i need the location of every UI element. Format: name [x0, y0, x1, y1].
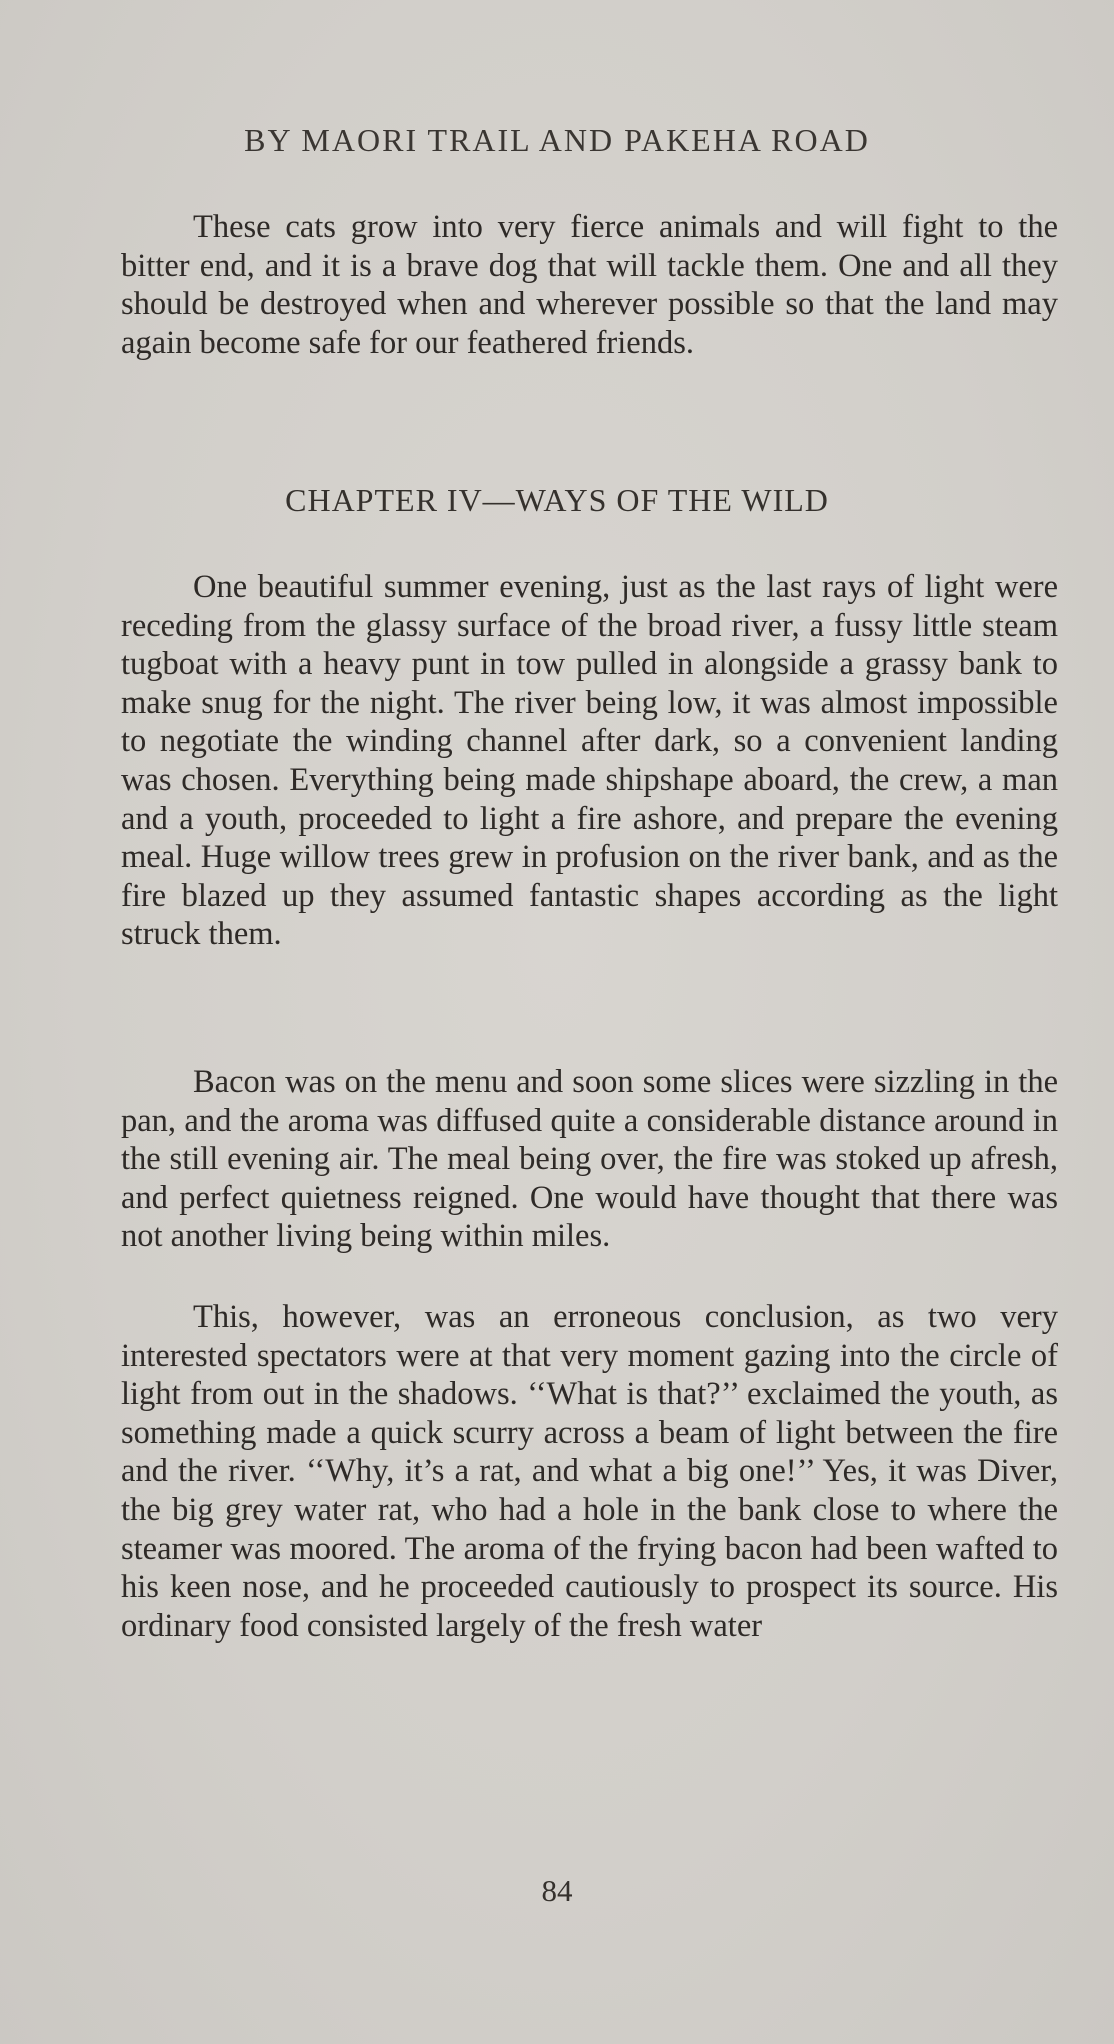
paragraph [121, 568, 1058, 954]
paragraph-text: One beautiful summer evening, just as the last rays of light were receding from the glassy surface of the broad river, a fussy little steam tugboat with a heavy punt in tow pulled in alongside a grassy bank to make snug for the night. The river being low, it was almost impossible to negotiate the winding channel after dark, so a convenient landing was chosen. Everything being made shipshape aboard, the crew, a man and a youth, proceeded to light a fire ashore, and prepare the evening meal. Huge willow trees grew in profusion on the river bank, and as the fire blazed up they assumed fantastic shapes according as the light struck them. [121, 569, 1058, 953]
paragraph-text: Bacon was on the menu and soon some slices were sizzling in the pan, and the aroma was diffused quite a considerable distance around in the still evening air. The meal being over, the fire was stoked up afresh, and perfect quietness reigned. One would have thought that there was not another living being within miles. [121, 1064, 1058, 1255]
paragraph [121, 1063, 1058, 1256]
paragraph [121, 1298, 1058, 1645]
paragraph [121, 208, 1058, 362]
paragraph-text: This, however, was an erroneous conclusion, as two very interested spectators were at that very moment gazing into the circle of light from out in the shadows. ‘‘What is that?’’ exclaimed the youth, as something made a quick scurry across a beam of light between the fire and the river. ‘‘Why, it’s a rat, and what a big one!’’ Yes, it was Diver, the big grey water rat, who had a hole in the bank close to where the steamer was moored. The aroma of the frying bacon had been wafted to his keen nose, and he proceeded cautiously to prospect its source. His ordinary food consisted largely of the fresh water [121, 1299, 1058, 1644]
page-number: 84 [541, 1873, 573, 1908]
chapter-heading: CHAPTER IV—WAYS OF THE WILD [285, 482, 829, 518]
running-head: BY MAORI TRAIL AND PAKEHA ROAD [244, 122, 870, 158]
paragraph-text: These cats grow into very fierce animals and will fight to the bitter end, and it is a brave dog that will tackle them. One and all they should be destroyed when and wherever possible so that the land may again become safe for our feathered friends. [121, 209, 1058, 361]
